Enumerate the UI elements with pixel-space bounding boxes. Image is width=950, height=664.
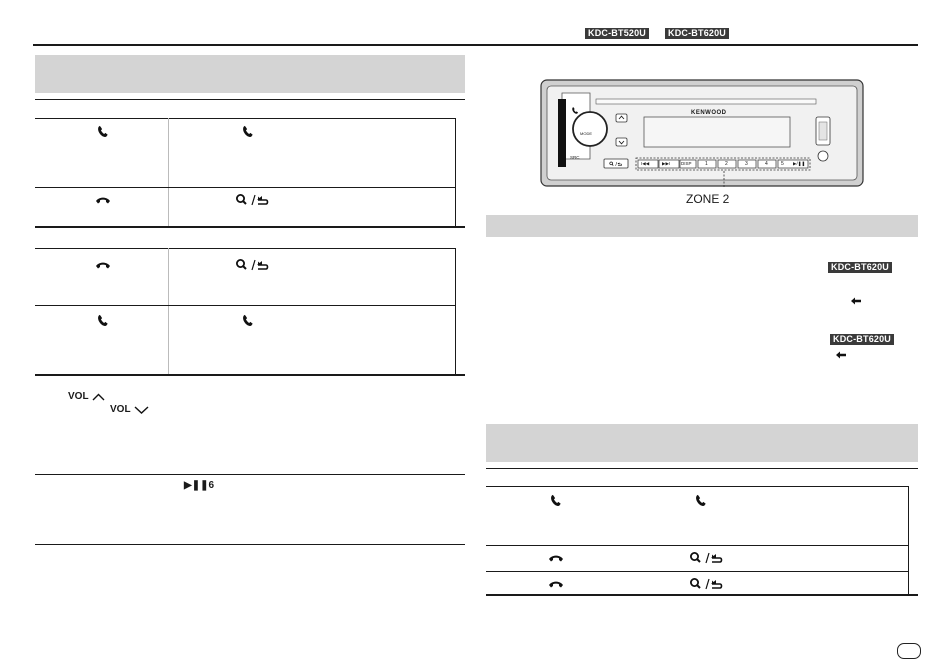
phone-answer-icon <box>694 493 709 508</box>
search-back-icon <box>689 551 725 565</box>
src-label: SRC <box>570 155 580 160</box>
arrow-left-icon <box>836 351 846 359</box>
device-diagram <box>540 79 864 187</box>
left-section-header-block <box>35 55 465 93</box>
diagram-button-label: 2 <box>725 161 728 167</box>
page-tab-marker <box>897 643 921 659</box>
diagram-button-label: ▶/❚❚ <box>793 161 806 166</box>
diagram-button-label: ▶▶I <box>662 161 671 166</box>
phone-answer-icon <box>96 124 111 139</box>
phone-answer-icon <box>241 124 256 139</box>
diagram-button-label: 4 <box>765 161 768 167</box>
chevron-down-icon <box>134 406 149 414</box>
right-lower-section-header-block <box>486 424 918 462</box>
diagram-button-label: 1 <box>705 161 708 167</box>
chevron-up-icon <box>92 393 105 401</box>
search-back-icon <box>235 258 271 272</box>
phone-hangup-icon <box>95 195 111 205</box>
diagram-button-label: 3 <box>745 161 748 167</box>
search-back-icon <box>689 577 725 591</box>
brand-label: KENWOOD <box>691 110 727 116</box>
mode-label: MODE <box>580 131 592 136</box>
search-back-icon <box>609 161 623 167</box>
left-section-rule <box>35 99 465 100</box>
phone-answer-icon <box>241 313 256 328</box>
vol-up-key: VOL <box>68 391 105 403</box>
zone-2-label: ZONE 2 <box>686 192 730 206</box>
vol-down-key: VOL <box>110 404 149 416</box>
diagram-button-label: I◀◀ <box>641 161 650 166</box>
header-rule <box>33 44 918 46</box>
diagram-button-label: 5 <box>781 161 784 167</box>
model-badge-kdc-bt620u: KDC-BT620U <box>830 334 894 345</box>
phone-hangup-icon <box>95 260 111 270</box>
play-pause-6-icon: ▶❚❚6 <box>184 480 215 491</box>
model-badge-kdc-bt620u: KDC-BT620U <box>665 28 729 39</box>
phone-answer-icon <box>549 493 564 508</box>
chevron-down-icon <box>618 140 625 145</box>
phone-hangup-icon <box>548 553 564 563</box>
chevron-up-icon <box>618 115 625 120</box>
right-lower-section-rule <box>486 468 918 469</box>
phone-answer-icon <box>571 106 580 115</box>
model-badge-kdc-bt620u: KDC-BT620U <box>828 262 892 273</box>
diagram-button-label: DISP <box>681 161 692 166</box>
arrow-left-icon <box>851 297 861 305</box>
model-badge-kdc-bt520u: KDC-BT520U <box>585 28 649 39</box>
phone-hangup-icon <box>548 579 564 589</box>
search-back-icon <box>235 193 271 207</box>
right-section-header-block <box>486 215 918 237</box>
phone-answer-icon <box>96 313 111 328</box>
